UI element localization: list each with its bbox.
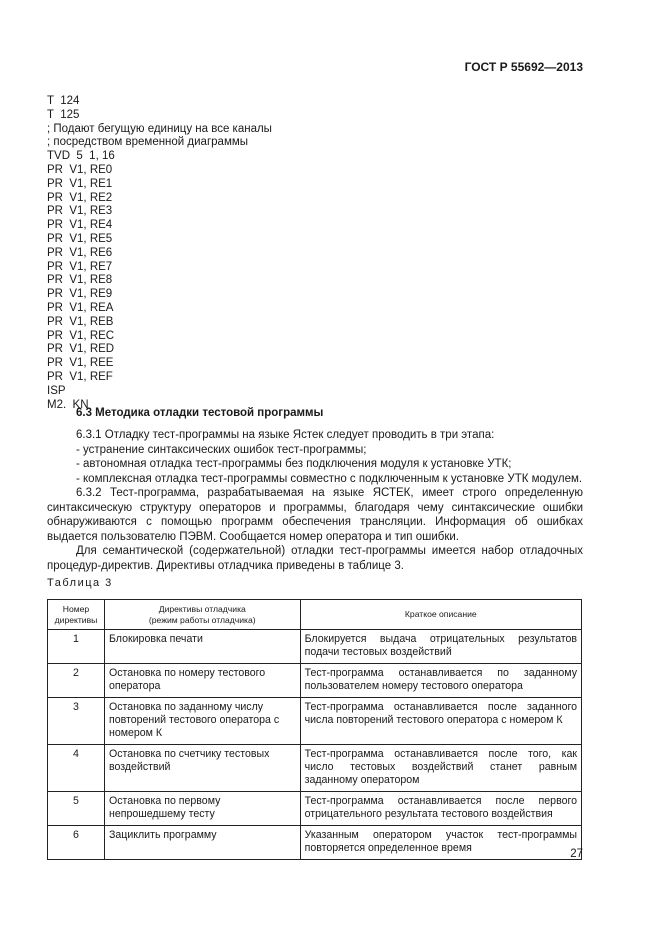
code-line: PR V1, RE6 bbox=[47, 246, 113, 259]
paragraph-intro: 6.3.1 Отладку тест-программы на языке Ястек следует проводить в три этапа: bbox=[76, 429, 495, 441]
code-line: TVD 5 1, 16 bbox=[47, 150, 115, 163]
code-line: PR V1, REC bbox=[47, 329, 115, 342]
cell-directive: Остановка по счетчику тестовых воздействий bbox=[104, 745, 300, 792]
table-row bbox=[48, 792, 582, 826]
cell-num: 5 bbox=[48, 792, 105, 826]
code-line: PR V1, RE8 bbox=[47, 274, 113, 287]
header-directive bbox=[104, 600, 300, 630]
cell-num: 3 bbox=[48, 698, 105, 745]
table-row bbox=[48, 745, 582, 792]
section-heading: 6.3 Методика отладки тестовой программы bbox=[76, 407, 324, 419]
list-item: - автономная отладка тест-программы без подключения модуля к установке УТК; bbox=[76, 458, 512, 470]
cell-desc: Указанным оператором участок тест-программы повторяется определенное время bbox=[300, 826, 581, 860]
table-row bbox=[48, 630, 582, 664]
list-item: - устранение синтаксических ошибок тест-программы; bbox=[76, 443, 367, 456]
code-line: PR V1, REF bbox=[47, 370, 113, 383]
paragraph-6-3-1 bbox=[47, 428, 583, 573]
cell-desc: Тест-программа останавливается после первого отрицательного результата тестового воздействия bbox=[300, 792, 581, 826]
header-num: Номер директивы bbox=[48, 600, 105, 630]
document-id: ГОСТ Р 55692—2013 bbox=[464, 60, 583, 74]
table-row bbox=[48, 664, 582, 698]
header-directive-line2: (режим работы отладчика) bbox=[148, 614, 256, 625]
code-line: ISP bbox=[47, 384, 66, 397]
cell-num: 6 bbox=[48, 826, 105, 860]
cell-directive: Зациклить программу bbox=[104, 826, 300, 860]
cell-directive: Остановка по первому непрошедшему тесту bbox=[104, 792, 300, 826]
paragraph-semantic: Для семантической (содержательной) отладки тест-программы имеется набор отладочных процедур-директив. Директивы отладчика приведены в таблице 3. bbox=[47, 545, 583, 572]
directives-table bbox=[47, 599, 582, 860]
code-line: PR V1, RE4 bbox=[47, 219, 113, 232]
header-directive-line1: Директивы отладчика bbox=[158, 604, 246, 614]
page-number: 27 bbox=[570, 848, 583, 860]
code-line: PR V1, RE9 bbox=[47, 288, 113, 301]
cell-desc: Тест-программа останавливается после того, как число тестовых воздействий станет равным заданному оператором bbox=[300, 745, 581, 792]
code-line: T 124 bbox=[47, 95, 80, 107]
code-line: PR V1, RE2 bbox=[47, 191, 113, 204]
code-line: M2. KN bbox=[47, 398, 89, 411]
code-line: PR V1, RE0 bbox=[47, 163, 113, 176]
cell-num: 4 bbox=[48, 745, 105, 792]
code-line: PR V1, RE7 bbox=[47, 260, 113, 273]
cell-directive: Остановка по заданному числу повторений тестового оператора с номером К bbox=[104, 698, 300, 745]
code-line: PR V1, RE1 bbox=[47, 177, 113, 190]
code-line: PR V1, RE5 bbox=[47, 232, 113, 245]
code-line: PR V1, RE3 bbox=[47, 205, 113, 218]
code-listing bbox=[47, 95, 272, 412]
cell-desc: Тест-программа останавливается по заданному пользователем номеру тестового оператора bbox=[300, 664, 581, 698]
code-line: PR V1, REE bbox=[47, 357, 114, 370]
code-line: PR V1, RED bbox=[47, 343, 115, 356]
paragraph-6-3-2: 6.3.2 Тест-программа, разрабатываемая на языке ЯСТЕК, имеет строго определенную синтаксическую структуру операторов и программы, благодаря чему синтаксические ошибки обнаруживаются с помощью программ обеспечения трансляции. Информация об ошибках выдается пользователю ПЭВМ. Сообщается номер оператора и тип ошибки. bbox=[47, 487, 583, 543]
code-line: PR V1, REB bbox=[47, 315, 114, 328]
cell-num: 1 bbox=[48, 630, 105, 664]
table-row bbox=[48, 698, 582, 745]
list-item: - комплексная отладка тест-программы совместно с подключенным к установке УТК модулем. bbox=[76, 472, 583, 485]
code-line: T 125 bbox=[47, 108, 80, 121]
cell-directive: Остановка по номеру тестового оператора bbox=[104, 664, 300, 698]
cell-desc: Блокируется выдача отрицательных результатов подачи тестовых воздействий bbox=[300, 630, 581, 664]
code-line: ; посредством временной диаграммы bbox=[47, 136, 249, 149]
code-line: ; Подают бегущую единицу на все каналы bbox=[47, 122, 272, 135]
cell-directive: Блокировка печати bbox=[104, 630, 300, 664]
table-row bbox=[48, 826, 582, 860]
cell-desc: Тест-программа останавливается после заданного числа повторений тестового оператора с номером К bbox=[300, 698, 581, 745]
cell-num: 2 bbox=[48, 664, 105, 698]
code-line: PR V1, REA bbox=[47, 301, 114, 314]
table-caption: Таблица 3 bbox=[47, 577, 113, 589]
header-desc: Краткое описание bbox=[300, 600, 581, 630]
